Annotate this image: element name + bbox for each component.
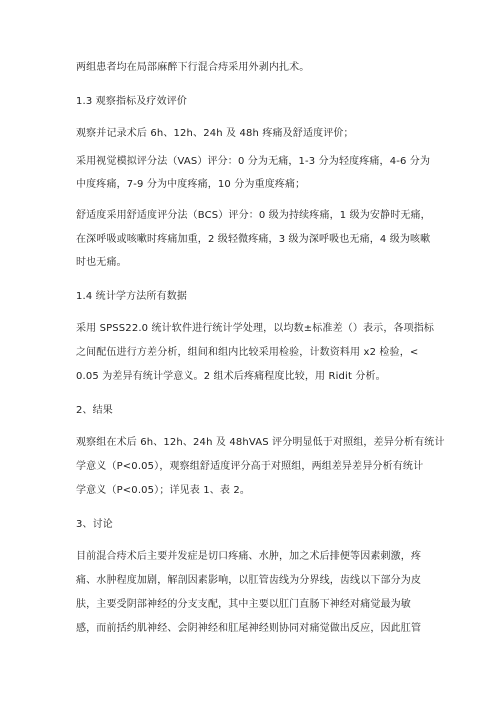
paragraph-vas-line-1: 采用视觉模拟评分法（VAS）评分：0 分为无痛，1-3 分为轻度疼痛，4-6 分为 (76, 156, 431, 167)
paragraph-bcs-line-1: 舒适度采用舒适度评分法（BCS）评分：0 级为持续疼痛，1 级为安静时无痛， (76, 210, 431, 221)
section-heading-discussion: 3、讨论 (76, 519, 113, 530)
paragraph-discussion-line-1: 目前混合痔术后主要并发症是切口疼痛、水肿，加之术后排便等因素刺激，疼 (76, 551, 422, 562)
section-heading-results: 2、结果 (76, 405, 113, 416)
paragraph-discussion-line-2: 痛、水肿程度加剧，解剖因素影响，以肛管齿线为分界线，齿线以下部分为皮 (76, 575, 422, 586)
section-heading-1-4: 1.4 统计学方法所有数据 (76, 291, 188, 302)
paragraph-results-line-2: 学意义（P<0.05），观察组舒适度评分高于对照组，两组差异差异分析有统计 (76, 461, 424, 472)
paragraph-observation-line-1: 观察并记录术后 6h、12h、24h 及 48h 疼痛及舒适度评价； (76, 128, 354, 139)
paragraph-anesthesia-line-1: 两组患者均在局部麻醉下行混合痔采用外剥内扎术。 (76, 62, 310, 73)
paragraph-bcs-line-3: 时也无痛。 (76, 257, 127, 268)
section-heading-1-3: 1.3 观察指标及疗效评价 (76, 96, 188, 107)
paragraph-results-line-3: 学意义（P<0.05）；详见表 1、表 2。 (76, 485, 251, 496)
paragraph-statistics-line-2: 之间配伍进行方差分析，组间和组内比较采用检验，计数资料用 x2 检验，< (76, 347, 419, 358)
paragraph-bcs-line-2: 在深呼吸或咳嗽时疼痛加重，2 级轻微疼痛，3 级为深呼吸也无痛，4 级为咳嗽 (76, 234, 431, 245)
paragraph-discussion-line-3: 肤，主要受阴部神经的分支支配，其中主要以肛门直肠下神经对痛觉最为敏 (76, 599, 411, 610)
paragraph-statistics-line-1: 采用 SPSS22.0 统计软件进行统计学处理，以均数±标准差（）表示，各项指标 (76, 323, 435, 334)
paragraph-vas-line-2: 中度疼痛，7-9 分为中度疼痛，10 分为重度疼痛； (76, 179, 306, 190)
paragraph-statistics-line-3: 0.05 为差异有统计学意义。2 组术后疼痛程度比较，用 Ridit 分析。 (76, 371, 386, 382)
paragraph-discussion-line-4: 感，而前括约肌神经、会阴神经和肛尾神经则协同对痛觉做出反应，因此肛管 (76, 623, 422, 634)
paragraph-results-line-1: 观察组在术后 6h、12h、24h 及 48hVAS 评分明显低于对照组，差异分析有统计 (76, 437, 445, 448)
